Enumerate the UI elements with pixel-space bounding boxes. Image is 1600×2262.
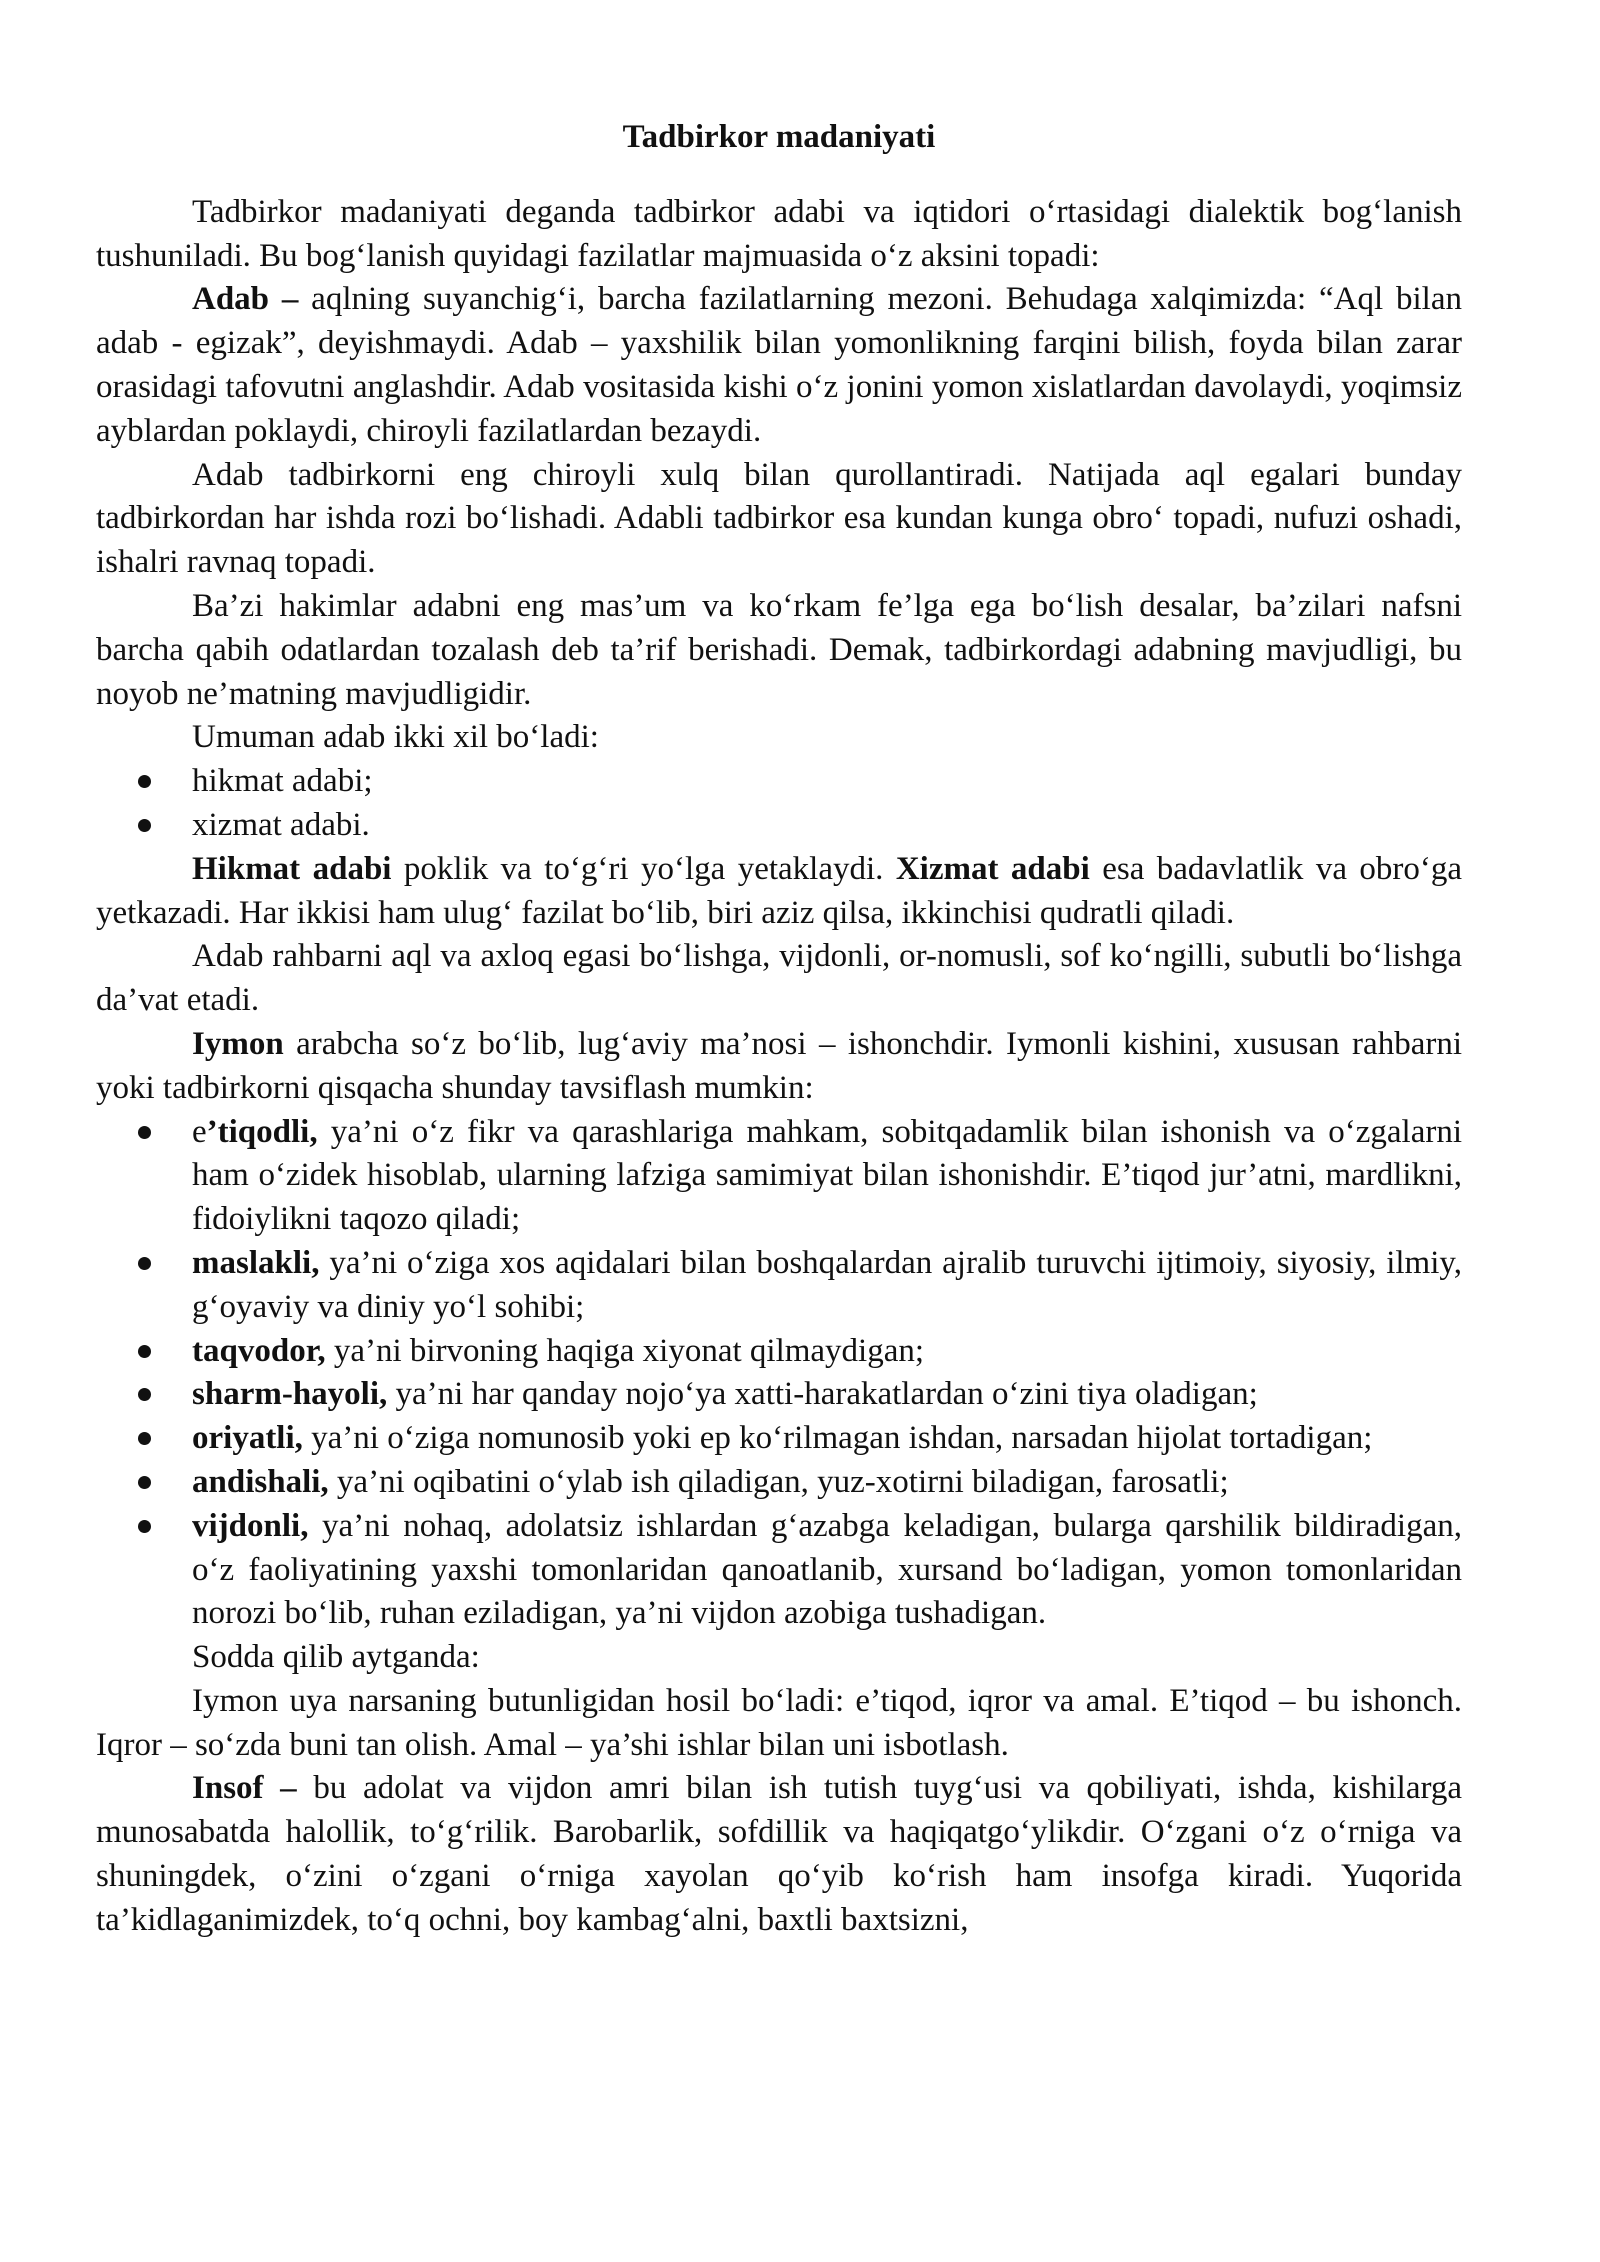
- paragraph-rahbar: Adab rahbarni aql va axloq egasi bo‘lishga, vijdonli, or-nomusli, sof ko‘ngilli, subutli bo‘lishga da’vat etadi.: [96, 938, 1462, 1019]
- list-item: taqvodor, ya’ni birvoning haqiga xiyonat qilmaydigan;: [96, 1330, 1462, 1374]
- term-adab: Adab –: [192, 281, 299, 318]
- adab-types-list: [96, 760, 1462, 848]
- bullet-icon: [138, 819, 151, 832]
- bullet-icon: [138, 1345, 151, 1358]
- term-insof: Insof –: [192, 1770, 297, 1807]
- paragraph-adab-types: Umuman adab ikki xil bo‘ladi:: [192, 719, 599, 756]
- bullet-icon: [138, 1432, 151, 1445]
- term-taqvodor: taqvodor,: [192, 1332, 326, 1369]
- term-vijdonli: vijdonli,: [192, 1507, 309, 1544]
- term-maslakli: maslakli,: [192, 1244, 320, 1281]
- term-sharm-hayoli: sharm-hayoli,: [192, 1376, 388, 1413]
- term-xizmat-adabi: Xizmat adabi: [895, 850, 1090, 887]
- bullet-icon: [138, 1126, 151, 1139]
- paragraph-intro: Tadbirkor madaniyati deganda tadbirkor adabi va iqtidori o‘rtasidagi dialektik bog‘lanish tushuniladi. Bu bog‘lanish quyidagi fazilatlar majmuasida o‘z aksini topadi:: [96, 193, 1462, 274]
- paragraph-adab: [96, 278, 1462, 453]
- paragraph-iymon-parts: Iymon uya narsaning butunligidan hosil bo‘ladi: e’tiqod, iqror va amal. E’tiqod – bu ishonch. Iqror – so‘zda buni tan olish. Amal – ya’shi ishlar bilan uni isbotlash.: [96, 1682, 1462, 1763]
- bullet-icon: [138, 1476, 151, 1489]
- paragraph-sodda: Sodda qilib aytganda:: [192, 1639, 480, 1676]
- term-hikmat-adabi: Hikmat adabi: [192, 850, 392, 887]
- iymon-traits-list: [96, 1111, 1462, 1637]
- list-item: andishali, ya’ni oqibatini o‘ylab ish qiladigan, yuz-xotirni biladigan, farosatli;: [96, 1461, 1462, 1505]
- term-iymon: Iymon: [192, 1025, 284, 1062]
- list-item: maslakli, ya’ni o‘ziga xos aqidalari bilan boshqalardan ajralib turuvchi ijtimoiy, siyosiy, ilmiy, g‘oyaviy va diniy yo‘l sohibi;: [96, 1242, 1462, 1330]
- list-item: vijdonli, ya’ni nohaq, adolatsiz ishlardan g‘azabga keladigan, bularga qarshilik bildiradigan, o‘z faoliyatining yaxshi tomonlaridan qanoatlanib, xursand bo‘ladigan, yomon tomonlaridan norozi bo‘lib, ruhan eziladigan, ya’ni vijdon azobiga tushadigan.: [96, 1505, 1462, 1636]
- term-andishali: andishali,: [192, 1463, 329, 1500]
- paragraph-hikmat-xizmat: Hikmat adabi poklik va to‘g‘ri yo‘lga yetaklaydi. Xizmat adabi esa badavlatlik va obro‘ga yetkazadi. Har ikkisi ham ulug‘ fazilat bo‘lib, biri aziz qilsa, ikkinchisi qudratli qiladi.: [96, 850, 1463, 931]
- page-title: Tadbirkor madaniyati: [622, 119, 936, 155]
- bullet-icon: [138, 1257, 151, 1270]
- paragraph-adab-text: aqlning suyanchig‘i, barcha fazilatlarning mezoni. Behudaga xalqimizda: “Aql bilan adab - egizak”, deyishmaydi. Adab – yaxshilik bilan yomonlikning farqini bilish, foyda bilan zarar orasidagi tafovutni anglashdir. Adab vositasida kishi o‘z jonini yomon xislatlardan davolaydi, yoqimsiz ayblardan poklaydi, chiroyli fazilatlardan bezaydi.: [96, 281, 1462, 449]
- paragraph-hakimlar: Ba’zi hakimlar adabni eng mas’um va ko‘rkam fe’lga ega bo‘lish desalar, ba’zilari nafsni barcha qabih odatlardan tozalash deb ta’rif berishadi. Demak, tadbirkordagi adabning mavjudligi, bu noyob ne’matning mavjudligidir.: [96, 587, 1462, 712]
- bullet-icon: [138, 1520, 151, 1533]
- list-item: sharm-hayoli, ya’ni har qanday nojo‘ya xatti-harakatlardan o‘zini tiya oladigan;: [96, 1373, 1462, 1417]
- term-oriyatli: oriyatli,: [192, 1420, 303, 1457]
- list-item: e’tiqodli, ya’ni o‘z fikr va qarashlariga mahkam, sobitqadamlik bilan ishonish va o‘zgalarni ham o‘zidek hisoblab, ularning lafziga samimiyat bilan ishonishdir. E’tiqod jur’atni, mardlikni, fidoiylikni taqozo qiladi;: [96, 1111, 1462, 1242]
- document-page: [96, 116, 1462, 1943]
- term-etiqodli: ’tiqodli,: [206, 1113, 318, 1150]
- bullet-icon: [138, 775, 151, 788]
- paragraph-insof: Insof – bu adolat va vijdon amri bilan ish tutish tuyg‘usi va qobiliyati, ishda, kishilarga munosabatda halollik, to‘g‘rilik. Barobarlik, sofdillik va haqiqatgo‘ylikdir. O‘zgani o‘z o‘rniga va shuningdek, o‘zini o‘zgani o‘rniga xayolan qo‘yib ko‘rish ham insofga kiradi. Yuqorida ta’kidlaganimizdek, to‘q ochni, boy kambag‘alni, baxtli baxtsizni,: [96, 1770, 1463, 1938]
- list-item: xizmat adabi.: [96, 804, 1462, 848]
- paragraph-iymon: Iymon arabcha so‘z bo‘lib, lug‘aviy ma’nosi – ishonchdir. Iymonli kishini, xususan rahbarni yoki tadbirkorni qisqacha shunday tavsiflash mumkin:: [96, 1025, 1462, 1106]
- list-item: hikmat adabi;: [96, 760, 1462, 804]
- paragraph-adab-effect: Adab tadbirkorni eng chiroyli xulq bilan qurollantiradi. Natijada aql egalari bunday tadbirkordan har ishda rozi bo‘lishadi. Adabli tadbirkor esa kundan kunga obro‘ topadi, nufuzi oshadi, ishalri ravnaq topadi.: [96, 456, 1462, 581]
- list-item: oriyatli, ya’ni o‘ziga nomunosib yoki ep ko‘rilmagan ishdan, narsadan hijolat tortadigan;: [96, 1417, 1462, 1461]
- bullet-icon: [138, 1388, 151, 1401]
